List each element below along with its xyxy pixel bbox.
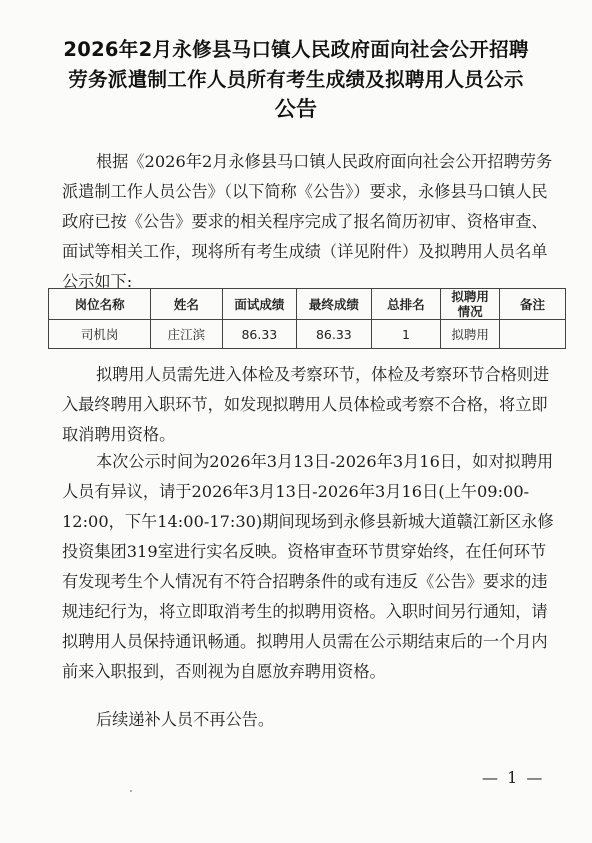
table-header-row — [49, 289, 566, 320]
candidate-score-table — [48, 288, 566, 349]
header-name: 姓名 — [151, 289, 222, 320]
paragraph-no-further-notice: 后续递补人员不再公告。 — [96, 710, 275, 729]
header-note: 备注 — [499, 289, 565, 320]
cell-name: 庄江滨 — [151, 320, 222, 349]
header-hire-status-line2: 情况 — [457, 304, 483, 319]
table-row — [49, 320, 566, 349]
header-rank: 总排名 — [371, 289, 441, 320]
paragraph-intro: 根据《2026年2月永修县马口镇人民政府面向社会公开招聘劳务派遣制工作人员公告》（以下简称《公告》）要求，永修县马口镇人民政府已按《公告》要求的相关程序完成了报名简历初审、资格审查、面试等相关工作，现将所有考生成绩（详见附件）及拟聘用人员名单公示如下: — [62, 152, 553, 291]
header-position: 岗位名称 — [49, 289, 151, 320]
page-number: — 1 — — [482, 768, 545, 787]
header-interview-score: 面试成绩 — [222, 289, 297, 320]
title-line-1: 2026年2月永修县马口镇人民政府面向社会公开招聘 — [63, 38, 529, 61]
scan-speck — [130, 790, 132, 792]
title-line-2: 劳务派遣制工作人员所有考生成绩及拟聘用人员公示 — [68, 68, 524, 91]
title-line-3: 公告 — [274, 97, 318, 121]
paragraph-publicity-period: 本次公示时间为2026年3月13日-2026年3月16日，如对拟聘用人员有异议，请于2026年3月13日-2026年3月16日(上午09:00-12:00，下午14:00-17:30)期间现场到永修县新城大道赣江新区永修投资集团319室进行实名反映。资格审查环节贯穿始终，在任何环节有发现考生个人情况有不符合招聘条件的或有违反《公告》要求的违规违纪行为，将立即取消考生的拟聘用资格。入职时间另行通知，请拟聘用人员保持通讯畅通。拟聘用人员需在公示期结束后的一个月内前来入职报到，否则视为自愿放弃聘用资格。 — [62, 452, 554, 681]
cell-hire-status: 拟聘用 — [441, 320, 500, 349]
header-hire-status-line1: 拟聘用 — [451, 289, 489, 304]
header-hire-status — [441, 289, 500, 320]
cell-note — [499, 320, 565, 349]
paragraph-medical-exam: 拟聘用人员需先进入体检及考察环节，体检及考察环节合格则进入最终聘用入职环节，如发现拟聘用人员体检或考察不合格，将立即取消聘用资格。 — [62, 365, 550, 444]
cell-position: 司机岗 — [49, 320, 151, 349]
cell-rank: 1 — [371, 320, 441, 349]
cell-interview-score: 86.33 — [222, 320, 297, 349]
header-final-score: 最终成绩 — [297, 289, 372, 320]
cell-final-score: 86.33 — [297, 320, 372, 349]
